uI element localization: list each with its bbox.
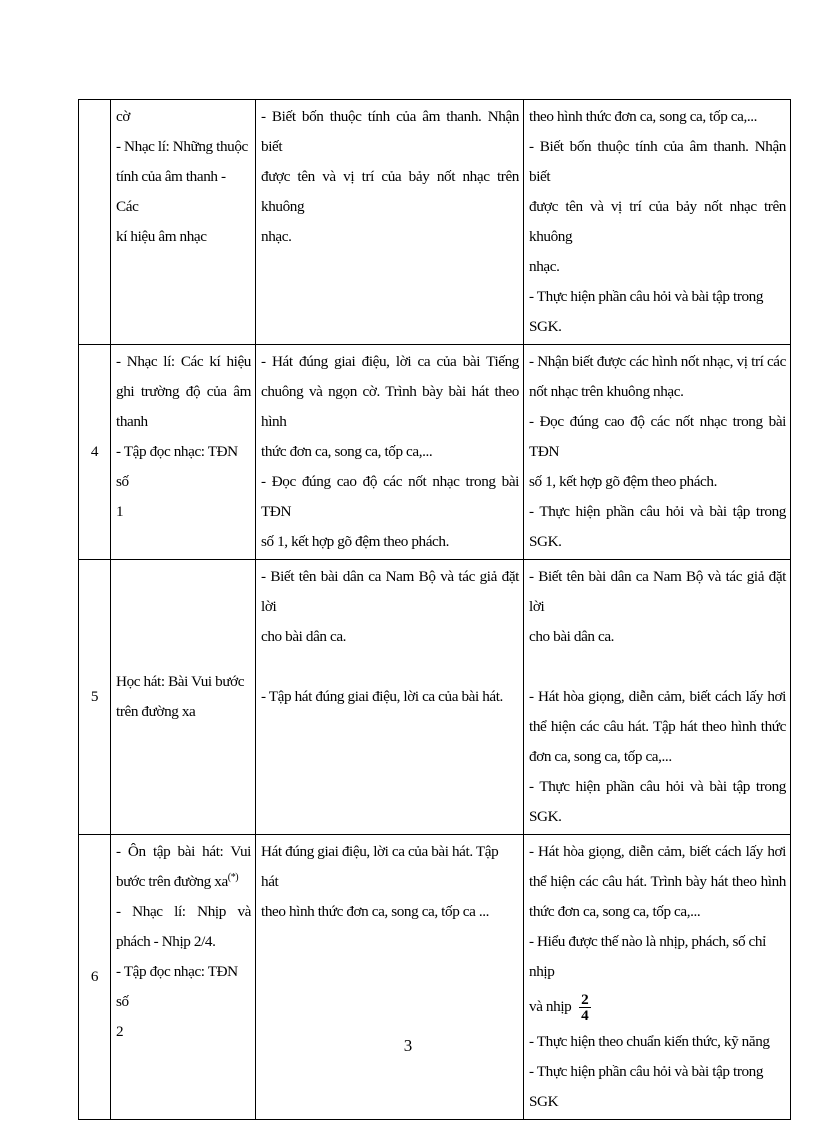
activities-cell: - Nhận biết được các hình nốt nhạc, vị trí các nốt nhạc trên khuông nhạc. - Đọc đúng cao độ các nốt nhạc trong bài TĐN số 1, kết hợp gõ đệm theo phách. - Thực hiện phần câu hỏi và bài tập trong SGK.: [524, 345, 791, 560]
activities-cell: theo hình thức đơn ca, song ca, tốp ca,... - Biết bốn thuộc tính của âm thanh. Nhận biết được tên và vị trí của bảy nốt nhạc trên khuông nhạc. - Thực hiện phần câu hỏi và bài tập trong SGK.: [524, 100, 791, 345]
table-row: [79, 345, 791, 560]
week-number-cell: [79, 100, 111, 345]
page-number: 3: [403, 1036, 413, 1055]
activities-cell: - Biết tên bài dân ca Nam Bộ và tác giả đặt lời cho bài dân ca. - Hát hòa giọng, diễn cảm, biết cách lấy hơi thể hiện các câu hát. Tập hát theo hình thức đơn ca, song ca, tốp ca,... - Thực hiện phần câu hỏi và bài tập trong SGK.: [524, 560, 791, 835]
week-number-cell: 6: [79, 835, 111, 1120]
week-number-cell: 4: [79, 345, 111, 560]
table-row: [79, 100, 791, 345]
objectives-cell: - Hát đúng giai điệu, lời ca của bài Tiếng chuông và ngọn cờ. Trình bày bài hát theo hình thức đơn ca, song ca, tốp ca,... - Đọc đúng cao độ các nốt nhạc trong bài TĐN số 1, kết hợp gõ đệm theo phách.: [256, 345, 524, 560]
content-cell: - Nhạc lí: Các kí hiệu ghi trường độ của âm thanh - Tập đọc nhạc: TĐN số 1: [111, 345, 256, 560]
objectives-cell: Hát đúng giai điệu, lời ca của bài hát. Tập hát theo hình thức đơn ca, song ca, tốp ca ...: [256, 835, 524, 1120]
time-signature-fraction: $\frac{2}{4}$: [579, 992, 591, 1023]
content-cell: - Ôn tập bài hát: Vui bước trên đường xa(*) - Nhạc lí: Nhịp và phách - Nhịp 2/4. - Tập đọc nhạc: TĐN số 2: [111, 835, 256, 1120]
table-row: [79, 560, 791, 835]
activities-cell: - Hát hòa giọng, diễn cảm, biết cách lấy hơi thể hiện các câu hát. Trình bày hát theo hình thức đơn ca, song ca, tốp ca,... - Hiểu được thế nào là nhịp, phách, số chỉ nhịp và nhịp $\frac{2}{4}$ - Thực hiện theo chuẩn kiến thức, kỹ năng - Thực hiện phần câu hỏi và bài tập trong SGK: [524, 835, 791, 1120]
content-cell: cờ - Nhạc lí: Những thuộc tính của âm thanh - Các kí hiệu âm nhạc: [111, 100, 256, 345]
lesson-plan-table: [78, 99, 791, 1120]
table-row: [79, 835, 791, 1120]
objectives-cell: - Biết bốn thuộc tính của âm thanh. Nhận biết được tên và vị trí của bảy nốt nhạc trên khuông nhạc.: [256, 100, 524, 345]
objectives-cell: - Biết tên bài dân ca Nam Bộ và tác giả đặt lời cho bài dân ca. - Tập hát đúng giai điệu, lời ca của bài hát.: [256, 560, 524, 835]
week-number-cell: 5: [79, 560, 111, 835]
content-cell: Học hát: Bài Vui bước trên đường xa: [111, 560, 256, 835]
